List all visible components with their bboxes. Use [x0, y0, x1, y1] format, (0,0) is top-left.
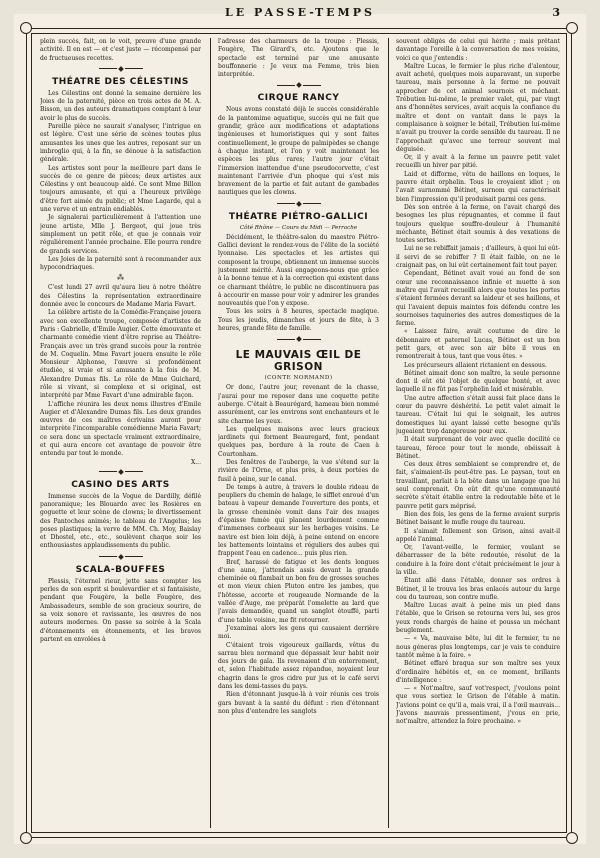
divider-ornament: [218, 81, 379, 89]
paragraph: Ces deux êtres semblaient se comprendre et, de fait, s'aimaient-ils peut-être pas. Le paysan, tout en travaillant, parlait à la bête dans un langage que lui seul comprenait. On eût dit qu'une communauté secrète s'était établie entre la redoutable bête et le pauvre petit gars méprisé.: [396, 461, 560, 510]
paragraph: Bétinet effaré braqua sur son maître ses yeux d'ordinaire hébétés et, en ce moment, brillants d'intelligence :: [396, 660, 560, 684]
paragraph: Les quelques maisons avec leurs gracieux jardinets qui forment Beauregard, font, pendant quelques pas, bordure à la route de Caen à Courtonham.: [218, 425, 379, 458]
column-rule: [210, 38, 211, 828]
paragraph: Il était surprenant de voir avec quelle docilité ce taureau, féroce pour tout le monde, obéissait à Bétinet.: [396, 436, 560, 460]
paragraph: C'est lundi 27 avril qu'aura lieu à notre théâtre des Célestins la représentation extraordinaire donnée avec le concours de Madame Maria Favart.: [40, 284, 201, 309]
paragraph: souvent obligés de celui qui hérite ; mais prêtant davantage l'oreille à la conversation de mes voisins, voici ce que j'entendis :: [396, 38, 560, 62]
column-3: [396, 38, 560, 828]
paragraph: Or, il y avait à la ferme un pauvre petit valet recueilli un hiver par pitié.: [396, 154, 560, 170]
page-number: 3: [552, 6, 560, 19]
paragraph: Bétinet aimait donc son maître, la seule personne dont il eût été l'objet de quelque bonté, et avec laquelle il ne fût pas l'orphelin laid et misérable.: [396, 369, 560, 394]
paragraph: Il s'aimait follement son Grison, ainsi avait-il appelé l'animal.: [396, 527, 560, 543]
paragraph: Cependant, Bétinet avait voué au fond de son cœur une reconnaissance infinie et muette à son maître qui l'avait recueilli alors que toutes les portes s'étaient fermées devant sa laideur et ses haillons, et qui l'avaient depuis maintes fois défendu contre les sournoises taquineries des autres domestiques de la ferme.: [396, 270, 560, 328]
signature: X...: [191, 458, 201, 466]
section-title: CASINO DES ARTS: [71, 479, 170, 490]
paragraph: « Laissez faire, avait coutume de dire le débonnaire et paternel Lucas, Bétinet est un bon petit gars, et avec son air bête il vous en remontrerait à tous, tant que vous êtes. »: [396, 328, 560, 361]
paragraph: Immense succès de la Vogue de Dardilly, défilé panoramique; les Blouardo avec les Rosières en goguette et leur scène de clowns; le divertissement des Pantoches animés; le tableau de l'Angelus; les poses plastiques; la verve de MM. Ch. Moy, Baislay et Dhostel, etc., etc., soulèvent chaque soir les enthousiastes applaudissements du public.: [40, 492, 201, 550]
paragraph: Pareille pièce ne saurait s'analyser, l'intrigue en est légère. C'est une série de scènes toutes plus amusantes les unes que les autres, reposant sur un imbroglio qui, à la fin, se dénoue à la satisfaction générale.: [40, 123, 201, 164]
paragraph: Je signalerai particulièrement à l'attention une jeune artiste, Mlle J. Bergeot, qui joue très simplement un petit rôle, et que je connais voir régulièrement l'année prochaine. Elle pourra rendre de grands services.: [40, 214, 201, 255]
paragraph: l'adresse des charmeurs de la troupe : Plessis, Fougère, The Girard's, etc. Ajoutons que le spectacle est terminé par une amusante bouffonnerie : Je veux ma Femme, très bien interprétée.: [218, 38, 379, 79]
paragraph: Tous les soirs à 8 heures, spectacle magique. Tous les jeudis, dimanches et jours de fête, à 3 heures, grande fête de famille.: [218, 308, 379, 333]
paragraph: Maître Lucas, le fermier le plus riche d'alentour, avait acheté, quelques mois auparavant, un superbe taureau, mais personne à la ferme ne pouvait approcher de cet animal sournois et méchant. Trébutien lui-même, le premier valet, qui, par vingt ans d'honnêtes services, avait acquis la confiance du maître et dont on vantait dans le pays la complaisance à soigner le bétail, Trébutien lui-même n'avait pu trouver la corde sensible du taureau. Il ne l'approchait qu'avec une terreur souvent mal déguisée.: [396, 62, 560, 153]
paragraph: Nous avons constaté déjà le succès considérable de la pantomime aquatique, succès qui ne fait que grandir, grâce aux modifications et adaptations ingénieuses et humoristiques qui y sont faites continuellement, le groupe de palmipèdes se change à chaque instant, et l'on y voit maintenant les espèces les plus rares; l'autre jour c'était l'immersion inattendue d'une pseudocorvette, c'est maintenant l'arrivée d'un phoque qui s'est mis bravement de la partie et fait autant de gambades nautiques que les clowns.: [218, 106, 379, 197]
column-2: [218, 38, 379, 828]
paragraph: Maître Lucas avait à peine mis un pied dans l'étable, que le Grison se retourna vers lui, ses gros yeux ronds chargés de haine et poussa un méchant beuglement.: [396, 602, 560, 635]
paragraph: L'affiche réunira les deux noms illustres d'Emile Augier et d'Alexandre Dumas fils. Les deux grandes œuvres de ces maîtres écrivains auront pour interprète l'incomparable comédienne Maria Favart; ce sera donc un spectacle vraiment extraordinaire, et qui aura encore cet avantage de pouvoir être entendu par tout le monde.: [40, 400, 201, 458]
paragraph: Laid et difforme, vêtu de haillons en loques, le pauvre était orphelin. Tous le croyaient idiot ; on l'avait surnommé Bétinet, surnom qui caractérisait bien l'impression qu'il produisait parmi ces gens.: [396, 170, 560, 203]
divider-ornament: [40, 468, 201, 476]
paragraph: C'étaient trois vigoureux gaillards, vêtus du sarrau bleu normand que dépassait leur habit noir des jours de gala. Ils revenaient d'un enterrement, et, selon l'habitude assez répandue, noyaient leur chagrin dans le gros cidre pur jus et le café servi dans les demi-tasses du pays.: [218, 641, 379, 690]
column-1: [40, 38, 201, 828]
section-title: CIRQUE RANCY: [257, 93, 340, 104]
corner-ornament-bottom-right: [566, 832, 578, 844]
paragraph: Or donc, l'autre jour, revenant de la chasse, j'aurai pour me reposer dans une coquette petite auberge. C'était à Beaurégard, hameau bien nommé assurément, car les environs sont enchanteurs et le site charme les yeux.: [218, 384, 379, 425]
story-subtitle: (CONTE NORMAND): [264, 375, 333, 382]
section-title: THÉATRE DES CÉLESTINS: [52, 76, 189, 87]
paragraph: Dès son entrée à la ferme, on l'avait chargé des besognes les plus répugnantes, et comme il faut toujours quelque souffre-douleur à l'humanité méchante, Bétinet était soumis à des vexations de toutes sortes.: [396, 203, 560, 245]
divider-ornament: [218, 200, 379, 208]
masthead-title: LE PASSE-TEMPS: [225, 6, 375, 19]
asterism-ornament: ⁂: [117, 274, 124, 283]
paragraph: Une autre affection s'était aussi fait place dans le cœur du pauvre déshérité. Le petit valet aimait le taureau. C'était lui qui le soignait, les autres domestiques lui ayant laissé cette besogne qu'ils jugeaient trop dangereuse pour eux.: [396, 394, 560, 435]
paragraph: Des fenêtres de l'auberge, la vue s'étend sur la rivière de l'Orne, et plus près, à deux portées de fusil à peine, sur le canal.: [218, 458, 379, 483]
paragraph: La célèbre artiste de la Comédie-Française jouera avec son excellente troupe, composée d'artistes de Paris : Gabrielle, d'Emile Augier. Cette émouvante et charmante comédie vient d'être reprise au Théâtre-Français avec un très grand succès pour la rentrée de M. Coquelin. Mme Favart jouera ensuite le rôle Monsieur Alphonse, l'œuvre si profondément étudiée, si vraie et si amusante à la fois de M. Alexandre Dumas fils. Le rôle de Mme Guichard, rôle si vivant, si complexe et si original, est interprété par Mme Favart d'une admirable façon.: [40, 309, 201, 400]
corner-ornament-top-right: [566, 22, 578, 34]
paragraph: — « Not'maître, sauf vot'respect, j'voulons point que vous sortiez le Grison de l'étable à matin. J'avions point ce qu'il a, mais vrai, il a l'œil mauvais... J'avons mauvais pressentiment, j'vous en prie, not'maître, attendez la foire prochaine. »: [396, 685, 560, 726]
paragraph: De temps à autre, à travers le double rideau de peupliers du chemin de halage, le sifflet enroué d'un bateau à vapeur demande l'ouverture des ponts, et la grosse cheminée vomit dans l'air des nuages d'épaisse fumée qui planent lourdement comme d'immenses corbeaux sur les herbages voisins. Le navire est bien loin déjà, à peine entend on encore les battements lointains et réguliers des aubes qui frappent l'eau en cadence... puis plus rien.: [218, 483, 379, 558]
page-header: [36, 6, 564, 26]
paragraph: Bref, harassé de fatigue et les dents longues d'une aune, j'attendais assis devant la grande cheminée où flambait un bon feu de grosses souches et mon vieux chien Pluton entre les jambes, que l'hôtesse, accorte et rougeaude Normande de la vallée d'Auge, me préparât l'omelette au lard que j'avais demandée, quand un sanglot étouffé, parti d'une table voisine, me fit retourner.: [218, 558, 379, 624]
divider-ornament: [40, 65, 201, 73]
paragraph: Les Joies de la paternité sont à recommander aux hypocondriaques.: [40, 255, 201, 272]
divider-ornament: [40, 553, 201, 561]
story-title: LE MAUVAIS ŒIL DE GRISON: [235, 349, 362, 374]
paragraph: Lui ne se rebiffait jamais ; d'ailleurs, à quoi lui eût-il servi de se rebiffer ? Il était faible, on ne le craignait pas, on lui eût certainement fait tout payer.: [396, 245, 560, 270]
section-title: SCALA-BOUFFES: [75, 564, 166, 575]
paragraph: Les précurseurs allaient rictanient en dessous.: [404, 361, 547, 369]
paragraph: plein succès, fait, on le voit, preuve d'une grande activité. Il en est — et c'est juste — récompensé par de fructueuses recettes.: [40, 38, 201, 62]
paragraph: Étant allé dans l'étable, donner ses ordres à Bétinet, il le trouva les bras enlacés autour du large cou du taureau, son contre mufle.: [396, 577, 560, 601]
paragraph: Bien des fois, les gens de la ferme avaient surpris Bétinet baisant le mufle rouge du taureau.: [396, 510, 560, 527]
paragraph: Or, l'avant-veille, le fermier, voulant se débarrasser de la bête redoutée, résolut de la conduire à la foire dont c'était précisément le jour à la ville.: [396, 544, 560, 576]
section-title: THÉATRE PIÉTRO-GALLICI: [228, 211, 369, 222]
paragraph: J'examinai alors les gens qui causaient derrière moi.: [218, 624, 379, 641]
corner-ornament-top-left: [20, 22, 32, 34]
corner-ornament-bottom-left: [20, 832, 32, 844]
paragraph: Plessis, l'éternel rieur, jette sans compter les perles de son esprit si boulevardier et si fantaisiste, pendant que Fougère, la belle Fougère, des Ambassadeurs, semble de son gracieux sourire, de sa voix sonore et ravissante, les œuvres de nos auteurs modernes. On passe sa soirée à la Scala d'étonnements en étonnements, et les bravos partent en envolées à: [40, 577, 201, 643]
paragraph: Les Célestins ont donné la semaine dernière les Joies de la paternité, pièce en trois actes de M. A. Bisson, un des auteurs dramatiques comptant à leur avoir le plus de succès.: [40, 89, 201, 122]
paragraph: Les artistes sont pour la meilleure part dans le succès de ce genre de pièces; deux artistes aux Célestins y ont beaucoup aidé. Ce sont Mme Billon toujours amusante, et qui a l'heureux privilège d'être fort aimée du public; et Mme Lagarde, qui a une verve et un entrain endiablés.: [40, 164, 201, 214]
paragraph: — « Va, mauvaise bête, lui dit le fermier, tu ne nous géneras plus longtemps, car je vais te conduire tantôt même à la foire. »: [396, 635, 560, 659]
text-columns: [40, 38, 560, 828]
column-rule: [388, 38, 389, 828]
divider-ornament: [218, 335, 379, 343]
paragraph: Rien d'étonnant jusque-là à voir réunis ces trois gars buvant à la santé du défunt : rien d'étonnant non plus d'entendre les sanglots: [218, 691, 379, 715]
section-subtitle: Côté Rhône — Cours du Midi — Perrache: [239, 224, 358, 231]
paragraph: Décidément, le théâtre-salon du maestro Piétro-Gallici devient le rendez-vous de l'élite de la société lyonnaise. Les spectacles et les artistes qui composent la troupe, obtiennent un immense succès justement mérité. Aussi engageons-nous que grâce à la bonne tenue et à la correction qui existent dans ce charmant théâtre, le public ne discontinuera pas à accourir en masse pour voir y admirer les grandes nouveautés que l'on y expose.: [218, 233, 379, 308]
